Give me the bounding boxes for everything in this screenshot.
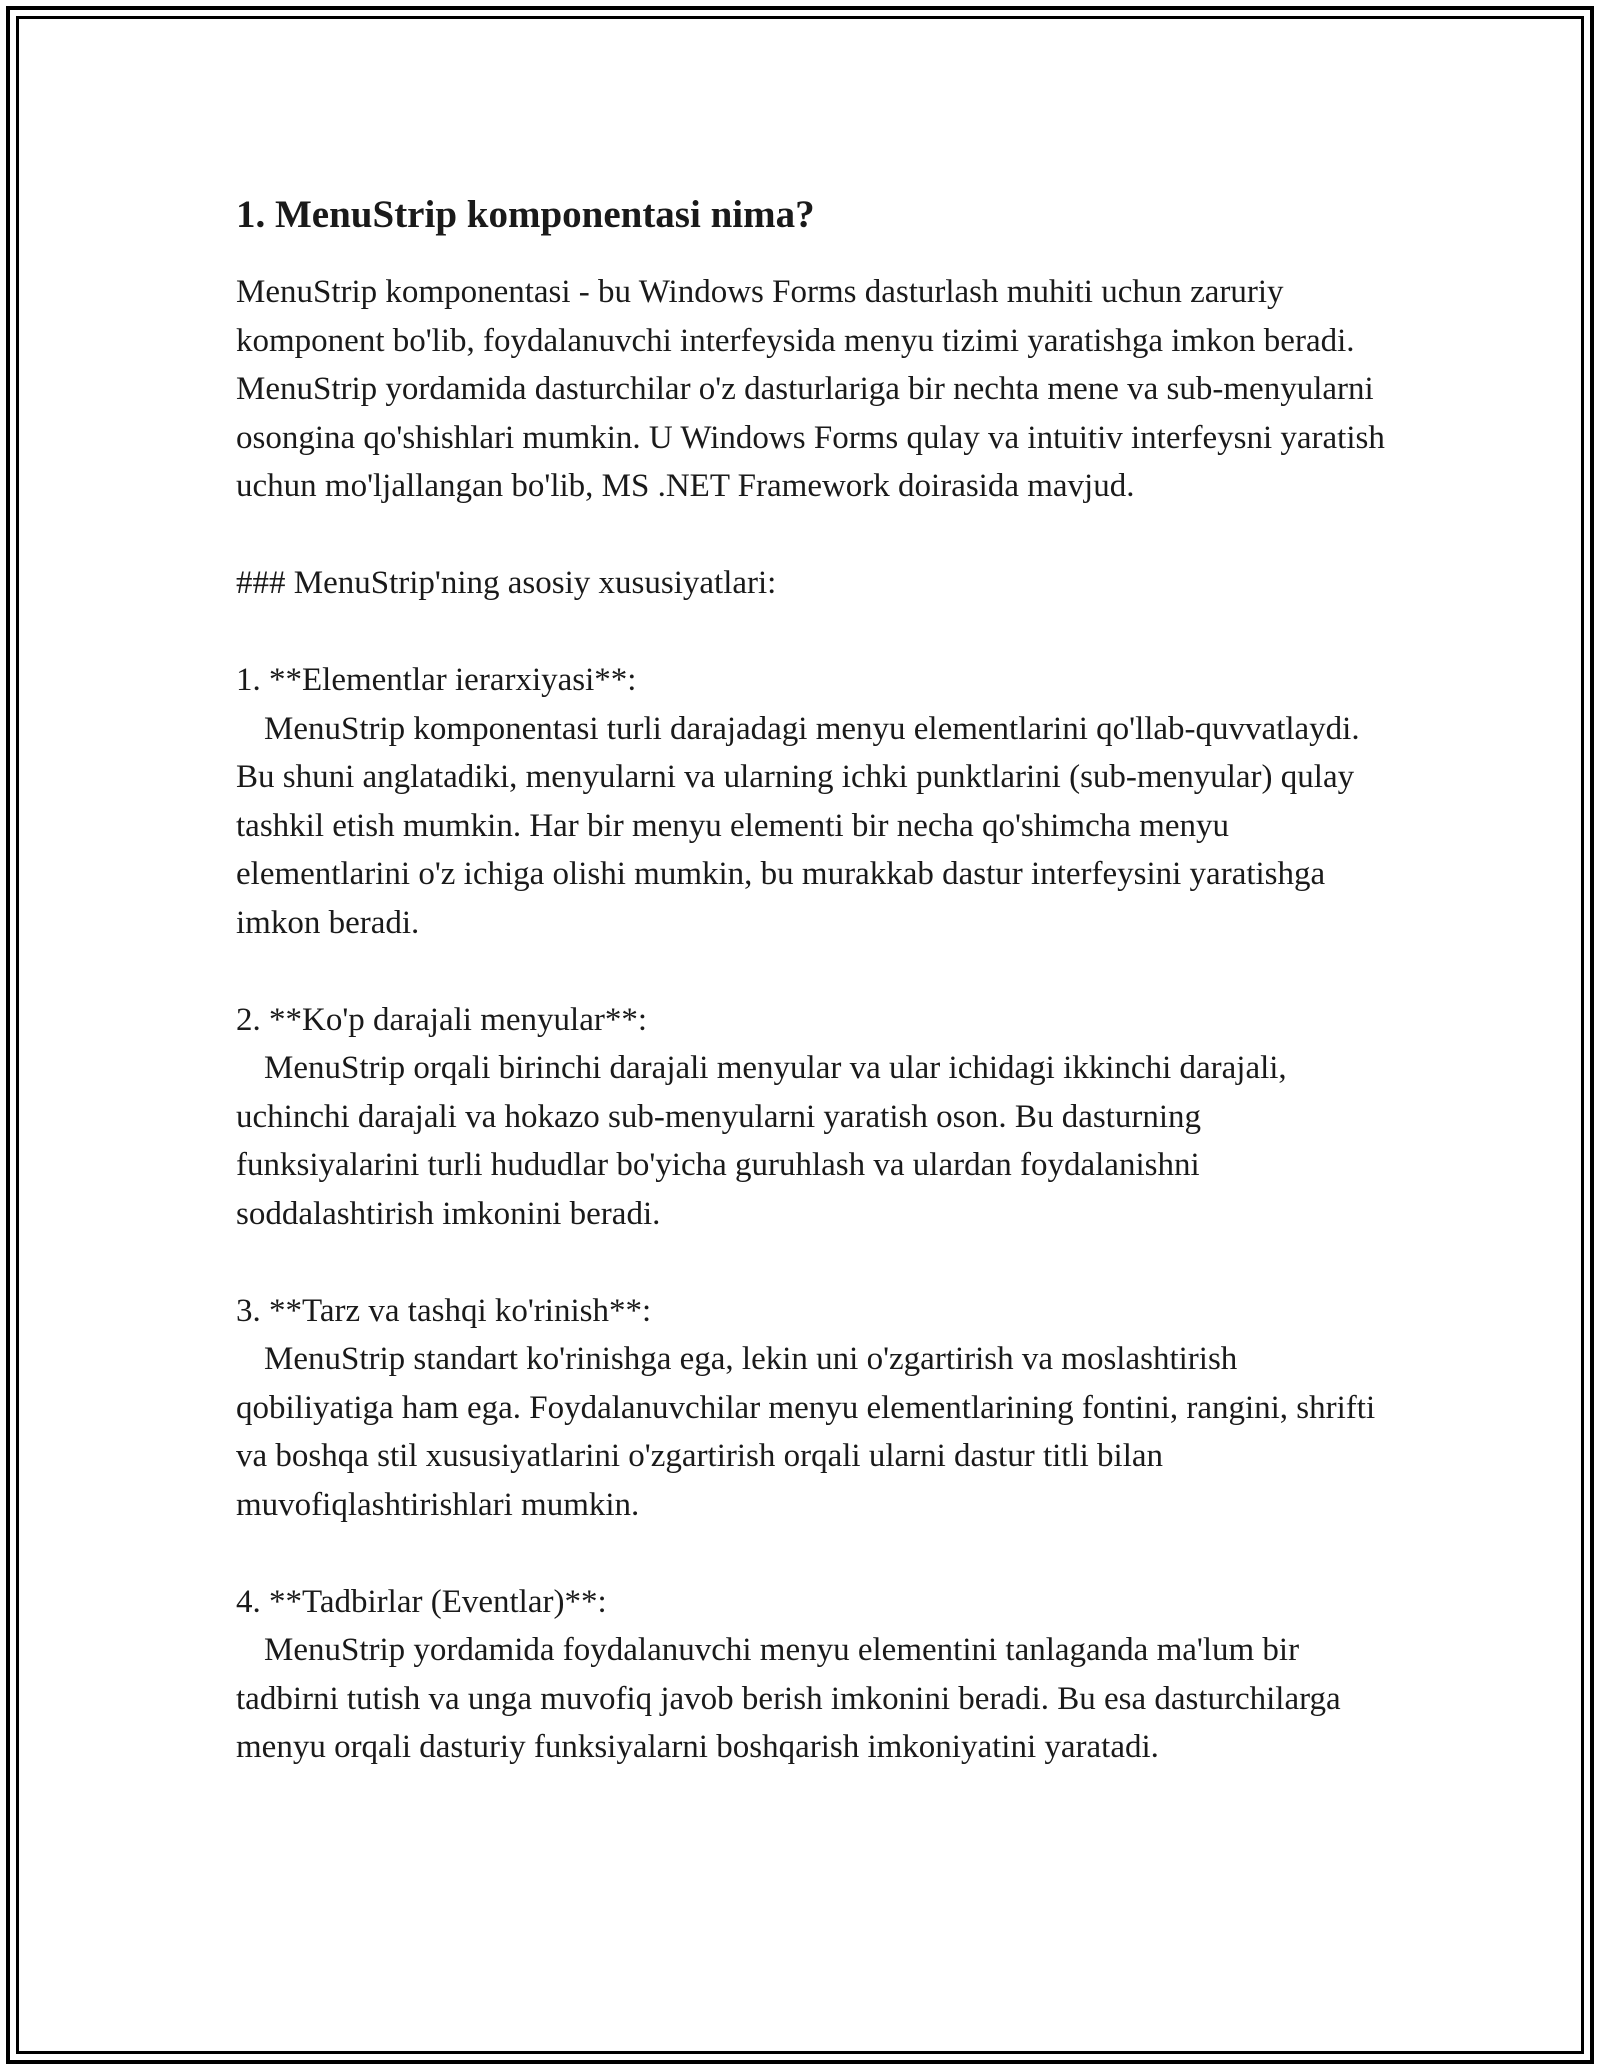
item-title-2: 2. **Ko'p darajali menyular**: xyxy=(236,1001,648,1038)
intro-paragraph: MenuStrip komponentasi - bu Windows Forms dasturlash muhiti uchun zaruriy komponent bo'lib, foydalanuvchi interfeysida menyu tizimi yaratishga imkon beradi. MenuStrip yordamida dasturchilar o'z dasturlariga bir nechta mene va sub-menyularni osongina qo'shishlari mumkin. U Windows Forms qulay va intuitiv interfeysni yaratish uchun mo'ljallangan bo'lib, MS .NET Framework doirasida mavjud. xyxy=(236,274,1385,504)
item-body-2: MenuStrip orqali birinchi darajali menyular va ular ichidagi ikkinchi darajali, uchinchi darajali va hokazo sub-menyularni yaratish oson. Bu dasturning funksiyalarini turli hududlar bo'yicha guruhlash va ulardan foydalanishni soddalashtirish imkonini beradi. xyxy=(236,1050,1287,1232)
spacer xyxy=(236,947,1386,996)
item-body-4: MenuStrip yordamida foydalanuvchi menyu elementini tanlaganda ma'lum bir tadbirni tutish va unga muvofiq javob berish imkonini beradi. Bu esa dasturchilarga menyu orqali dasturiy funksiyalarni boshqarish imkoniyatini yaratadi. xyxy=(236,1632,1341,1765)
item-title-4: 4. **Tadbirlar (Eventlar)**: xyxy=(236,1583,607,1620)
item-title-3: 3. **Tarz va tashqi ko'rinish**: xyxy=(236,1292,652,1329)
document-body xyxy=(236,182,1386,1772)
spacer xyxy=(236,1529,1386,1578)
item-title-1: 1. **Elementlar ierarxiyasi**: xyxy=(236,662,637,698)
spacer xyxy=(236,511,1386,560)
item-body-3: MenuStrip standart ko'rinishga ega, lekin uni o'zgartirish va moslashtirish qobiliyatiga ham ega. Foydalanuvchilar menyu elementlarining fontini, rangini, shrifti va boshqa stil xususiyatlarini o'zgartirish orqali ularni dastur titli bilan muvofiqlashtirishlari mumkin. xyxy=(236,1341,1376,1523)
spacer xyxy=(236,608,1386,657)
item-body-1: MenuStrip komponentasi turli darajadagi menyu elementlarini qo'llab-quvvatlaydi. Bu shuni anglatadiki, menyularni va ularning ichki punktlarini (sub-menyular) qulay tashkil etish mumkin. Har bir menyu elementi bir necha qo'shimcha menyu elementlarini o'z ichiga olishi mumkin, bu murakkab dastur interfeysini yaratishga imkon beradi. xyxy=(236,710,1360,941)
section-heading: 1. MenuStrip komponentasi nima? xyxy=(236,193,815,236)
subheading: ### MenuStrip'ning asosiy xususiyatlari: xyxy=(236,565,777,601)
spacer xyxy=(236,1238,1386,1287)
